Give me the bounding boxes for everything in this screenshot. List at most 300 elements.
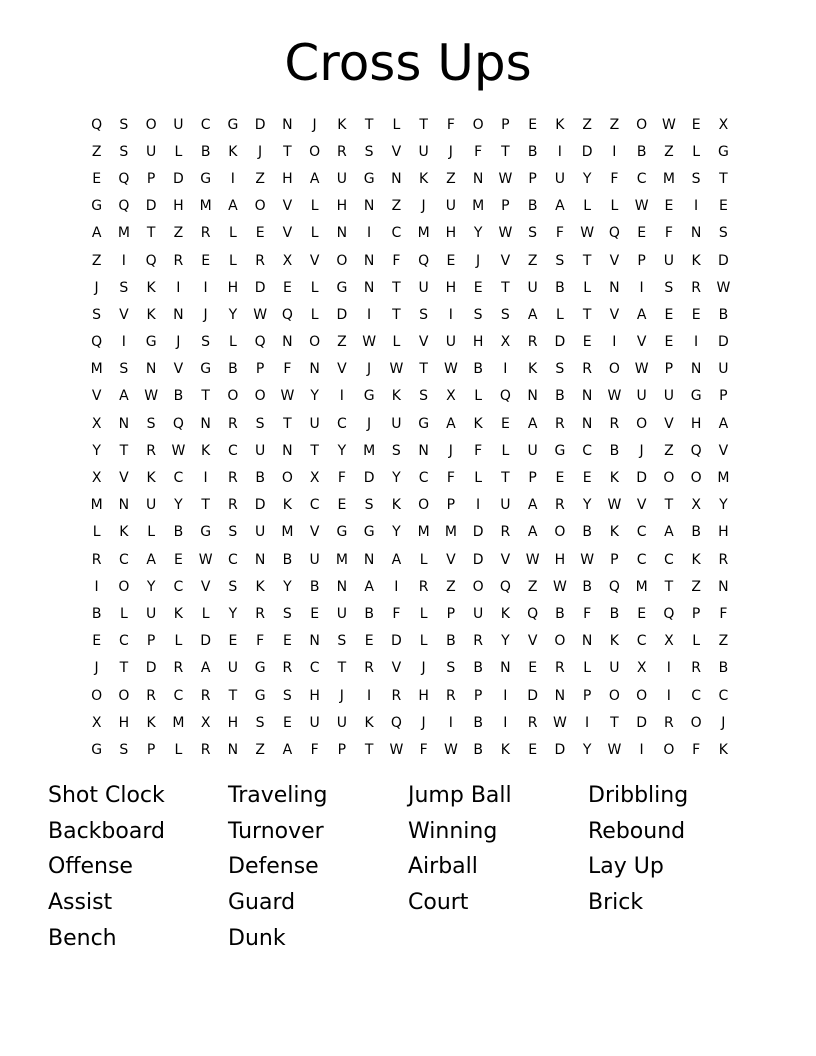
grid-letter: L bbox=[392, 334, 401, 351]
grid-letter: W bbox=[716, 279, 731, 296]
grid-letter: R bbox=[527, 334, 538, 351]
grid-letter: I bbox=[394, 578, 399, 595]
grid-letter: N bbox=[718, 578, 729, 595]
grid-letter: K bbox=[146, 279, 156, 296]
grid-letter: L bbox=[419, 605, 428, 622]
grid-letter: S bbox=[664, 279, 674, 296]
grid-letter: I bbox=[585, 714, 590, 731]
grid-letter: N bbox=[554, 687, 566, 704]
grid-letter: L bbox=[201, 605, 210, 622]
grid-letter: S bbox=[691, 170, 701, 187]
word-list-item: Winning bbox=[408, 818, 498, 844]
grid-letter: R bbox=[228, 470, 238, 487]
grid-letter: E bbox=[473, 279, 483, 296]
grid-letter: B bbox=[555, 605, 565, 622]
grid-letter: Y bbox=[337, 442, 347, 459]
grid-letter: B bbox=[309, 578, 320, 595]
grid-letter: A bbox=[527, 524, 538, 541]
grid-letter: R bbox=[555, 660, 565, 677]
word-list-item: Dunk bbox=[228, 925, 286, 951]
grid-letter: L bbox=[583, 279, 592, 296]
grid-letter: I bbox=[367, 225, 372, 242]
grid-letter: V bbox=[391, 660, 402, 677]
grid-letter: E bbox=[173, 551, 183, 568]
grid-letter: W bbox=[198, 551, 213, 568]
grid-row bbox=[83, 492, 737, 519]
grid-letter: I bbox=[503, 687, 508, 704]
grid-letter: N bbox=[472, 170, 484, 187]
grid-letter: E bbox=[582, 334, 592, 351]
grid-letter: W bbox=[580, 551, 595, 568]
grid-letter: Z bbox=[337, 334, 347, 351]
grid-letter: I bbox=[694, 334, 699, 351]
grid-letter: C bbox=[636, 633, 647, 650]
grid-letter: B bbox=[473, 741, 483, 758]
grid-row bbox=[83, 437, 737, 464]
grid-letter: H bbox=[227, 279, 239, 296]
grid-letter: S bbox=[92, 306, 102, 323]
grid-letter: E bbox=[255, 225, 265, 242]
grid-letter: S bbox=[500, 306, 510, 323]
grid-letter: J bbox=[421, 660, 426, 677]
grid-letter: K bbox=[691, 551, 701, 568]
grid-letter: S bbox=[446, 660, 456, 677]
grid-letter: N bbox=[391, 170, 402, 187]
grid-letter: Z bbox=[91, 252, 102, 269]
grid-letter: C bbox=[227, 442, 238, 459]
grid-letter: M bbox=[172, 714, 185, 731]
grid-letter: M bbox=[90, 361, 103, 378]
grid-letter: P bbox=[501, 198, 510, 215]
grid-letter: O bbox=[254, 388, 266, 405]
grid-letter: V bbox=[282, 225, 293, 242]
grid-letter: W bbox=[634, 361, 649, 378]
grid-letter: B bbox=[527, 198, 538, 215]
grid-letter: N bbox=[581, 415, 593, 432]
grid-letter: J bbox=[258, 143, 263, 160]
grid-letter: L bbox=[228, 252, 237, 269]
grid-letter: R bbox=[555, 415, 565, 432]
grid-letter: E bbox=[691, 116, 701, 133]
grid-letter: N bbox=[690, 361, 702, 378]
grid-letter: L bbox=[474, 470, 483, 487]
grid-letter: S bbox=[146, 415, 156, 432]
grid-letter: E bbox=[582, 470, 592, 487]
grid-letter: H bbox=[173, 198, 184, 215]
grid-letter: N bbox=[227, 741, 239, 758]
grid-letter: C bbox=[200, 116, 211, 133]
grid-letter: W bbox=[389, 741, 404, 758]
grid-letter: T bbox=[119, 442, 129, 459]
grid-letter: Z bbox=[664, 442, 674, 459]
grid-letter: U bbox=[636, 388, 647, 405]
grid-letter: J bbox=[176, 334, 181, 351]
grid-letter: I bbox=[666, 660, 671, 677]
grid-letter: C bbox=[663, 551, 674, 568]
grid-letter: Y bbox=[228, 306, 238, 323]
grid-letter: D bbox=[200, 633, 212, 650]
grid-letter: X bbox=[664, 633, 674, 650]
grid-letter: P bbox=[446, 605, 456, 622]
grid-letter: I bbox=[230, 170, 235, 187]
grid-letter: P bbox=[582, 687, 592, 704]
grid-letter: B bbox=[255, 470, 265, 487]
grid-letter: A bbox=[527, 306, 538, 323]
grid-letter: I bbox=[694, 198, 699, 215]
word-list-item: Backboard bbox=[48, 818, 165, 844]
grid-row bbox=[83, 709, 737, 736]
grid-letter: S bbox=[364, 143, 374, 160]
grid-letter: L bbox=[692, 633, 701, 650]
grid-letter: O bbox=[254, 198, 266, 215]
grid-letter: R bbox=[391, 687, 402, 704]
grid-letter: V bbox=[309, 524, 320, 541]
grid-letter: I bbox=[448, 714, 453, 731]
grid-letter: P bbox=[337, 741, 347, 758]
grid-letter: J bbox=[312, 116, 317, 133]
grid-letter: J bbox=[476, 252, 481, 269]
grid-letter: U bbox=[255, 442, 266, 459]
grid-letter: V bbox=[337, 361, 347, 378]
grid-letter: W bbox=[607, 741, 622, 758]
grid-letter: K bbox=[391, 497, 401, 514]
grid-letter: N bbox=[500, 660, 511, 677]
grid-letter: Y bbox=[582, 170, 592, 187]
word-list-item: Airball bbox=[408, 854, 478, 880]
grid-letter: A bbox=[527, 497, 538, 514]
grid-letter: Q bbox=[608, 578, 620, 595]
grid-letter: C bbox=[636, 551, 647, 568]
grid-letter: T bbox=[310, 442, 319, 459]
grid-letter: X bbox=[691, 497, 701, 514]
grid-letter: D bbox=[254, 497, 266, 514]
grid-letter: K bbox=[555, 116, 565, 133]
grid-letter: F bbox=[419, 741, 428, 758]
grid-letter: T bbox=[119, 660, 129, 677]
grid-letter: B bbox=[582, 578, 592, 595]
grid-letter: V bbox=[119, 470, 129, 487]
grid-letter: R bbox=[228, 497, 238, 514]
grid-letter: S bbox=[473, 306, 483, 323]
grid-letter: Z bbox=[446, 170, 456, 187]
grid-letter: Z bbox=[718, 633, 729, 650]
grid-letter: B bbox=[636, 143, 647, 160]
grid-letter: N bbox=[282, 116, 293, 133]
grid-letter: M bbox=[90, 497, 103, 514]
grid-row bbox=[83, 736, 737, 763]
grid-letter: J bbox=[94, 660, 99, 677]
grid-letter: F bbox=[392, 252, 401, 269]
grid-letter: D bbox=[472, 551, 484, 568]
grid-letter: N bbox=[282, 442, 293, 459]
grid-letter: U bbox=[309, 415, 320, 432]
grid-letter: Y bbox=[228, 605, 238, 622]
grid-letter: S bbox=[555, 252, 565, 269]
grid-letter: Z bbox=[527, 578, 538, 595]
grid-letter: E bbox=[337, 497, 347, 514]
grid-letter: E bbox=[310, 605, 320, 622]
grid-letter: C bbox=[173, 578, 184, 595]
grid-letter: E bbox=[528, 741, 538, 758]
grid-letter: L bbox=[610, 198, 619, 215]
grid-letter: D bbox=[636, 470, 648, 487]
grid-letter: E bbox=[500, 415, 510, 432]
grid-letter: N bbox=[527, 388, 538, 405]
grid-letter: V bbox=[200, 578, 211, 595]
grid-letter: E bbox=[528, 660, 538, 677]
grid-letter: B bbox=[555, 388, 565, 405]
grid-row bbox=[83, 410, 737, 437]
grid-letter: H bbox=[472, 334, 484, 351]
grid-row bbox=[83, 111, 737, 138]
grid-letter: J bbox=[448, 143, 453, 160]
grid-letter: Y bbox=[473, 225, 483, 242]
grid-letter: G bbox=[200, 361, 212, 378]
grid-letter: Z bbox=[173, 225, 184, 242]
grid-letter: W bbox=[144, 388, 159, 405]
grid-letter: G bbox=[690, 388, 702, 405]
grid-letter: I bbox=[503, 714, 508, 731]
grid-letter: Q bbox=[118, 170, 130, 187]
grid-letter: O bbox=[227, 388, 239, 405]
grid-letter: N bbox=[336, 225, 348, 242]
grid-letter: J bbox=[203, 306, 208, 323]
grid-letter: S bbox=[337, 633, 347, 650]
grid-letter: E bbox=[201, 252, 211, 269]
grid-letter: R bbox=[691, 279, 701, 296]
grid-letter: O bbox=[309, 143, 321, 160]
grid-letter: E bbox=[637, 605, 647, 622]
grid-letter: S bbox=[228, 524, 238, 541]
grid-letter: M bbox=[281, 524, 294, 541]
grid-letter: F bbox=[692, 741, 701, 758]
grid-letter: C bbox=[691, 687, 702, 704]
grid-letter: G bbox=[554, 442, 566, 459]
grid-letter: P bbox=[637, 252, 646, 269]
grid-letter: D bbox=[390, 633, 402, 650]
grid-letter: Y bbox=[283, 578, 292, 595]
grid-letter: X bbox=[636, 660, 647, 677]
grid-letter: A bbox=[527, 415, 538, 432]
grid-letter: N bbox=[690, 225, 702, 242]
grid-letter: U bbox=[146, 605, 157, 622]
grid-letter: W bbox=[552, 714, 567, 731]
grid-letter: G bbox=[363, 524, 375, 541]
grid-letter: N bbox=[363, 198, 375, 215]
grid-letter: K bbox=[146, 714, 156, 731]
grid-letter: C bbox=[173, 470, 184, 487]
grid-letter: M bbox=[417, 225, 430, 242]
grid-letter: C bbox=[718, 687, 729, 704]
grid-letter: F bbox=[474, 143, 483, 160]
grid-row bbox=[83, 247, 737, 274]
grid-letter: L bbox=[392, 116, 401, 133]
grid-letter: E bbox=[528, 116, 538, 133]
grid-letter: B bbox=[582, 524, 592, 541]
grid-letter: I bbox=[612, 143, 617, 160]
grid-letter: D bbox=[145, 660, 157, 677]
grid-letter: W bbox=[525, 551, 540, 568]
grid-letter: F bbox=[719, 605, 728, 622]
grid-letter: Z bbox=[582, 116, 592, 133]
grid-letter: T bbox=[283, 143, 292, 160]
grid-letter: Q bbox=[91, 116, 103, 133]
grid-letter: Q bbox=[499, 388, 511, 405]
grid-letter: I bbox=[94, 578, 99, 595]
grid-letter: U bbox=[336, 605, 347, 622]
grid-letter: B bbox=[555, 279, 565, 296]
grid-letter: G bbox=[418, 415, 430, 432]
grid-letter: B bbox=[91, 605, 102, 622]
grid-letter: W bbox=[253, 306, 268, 323]
grid-letter: D bbox=[472, 524, 484, 541]
grid-letter: U bbox=[473, 605, 484, 622]
grid-row bbox=[83, 682, 737, 709]
grid-row bbox=[83, 600, 737, 627]
grid-letter: L bbox=[310, 279, 319, 296]
grid-letter: N bbox=[282, 334, 293, 351]
grid-letter: V bbox=[119, 306, 129, 323]
word-list-item: Guard bbox=[228, 890, 296, 916]
grid-letter: S bbox=[528, 225, 538, 242]
grid-letter: Z bbox=[91, 143, 102, 160]
grid-letter: R bbox=[364, 660, 374, 677]
grid-letter: L bbox=[501, 442, 510, 459]
grid-letter: U bbox=[718, 361, 729, 378]
grid-letter: X bbox=[91, 415, 102, 432]
grid-letter: N bbox=[118, 497, 130, 514]
grid-letter: U bbox=[146, 497, 157, 514]
grid-letter: R bbox=[664, 714, 674, 731]
grid-letter: O bbox=[91, 687, 103, 704]
grid-letter: E bbox=[555, 470, 565, 487]
grid-letter: N bbox=[145, 361, 157, 378]
grid-letter: S bbox=[119, 143, 129, 160]
grid-letter: R bbox=[255, 605, 265, 622]
grid-letter: V bbox=[609, 306, 620, 323]
grid-letter: N bbox=[581, 388, 593, 405]
grid-letter: Y bbox=[582, 741, 592, 758]
grid-letter: T bbox=[146, 225, 156, 242]
grid-letter: C bbox=[636, 524, 647, 541]
grid-letter: A bbox=[309, 170, 320, 187]
grid-letter: K bbox=[419, 170, 429, 187]
word-list-item: Lay Up bbox=[588, 854, 664, 880]
grid-letter: Y bbox=[310, 388, 319, 405]
grid-letter: U bbox=[418, 143, 429, 160]
grid-letter: H bbox=[690, 415, 702, 432]
grid-letter: D bbox=[336, 306, 348, 323]
grid-letter: Z bbox=[391, 198, 402, 215]
grid-row bbox=[83, 193, 737, 220]
grid-letter: B bbox=[282, 551, 293, 568]
grid-letter: G bbox=[200, 170, 212, 187]
grid-letter: W bbox=[171, 442, 186, 459]
grid-letter: O bbox=[118, 578, 130, 595]
grid-row bbox=[83, 655, 737, 682]
grid-letter: X bbox=[200, 714, 211, 731]
grid-letter: K bbox=[255, 578, 265, 595]
grid-letter: G bbox=[336, 524, 348, 541]
grid-letter: V bbox=[173, 361, 184, 378]
grid-letter: V bbox=[282, 198, 293, 215]
grid-letter: M bbox=[335, 551, 348, 568]
grid-letter: N bbox=[581, 633, 593, 650]
grid-letter: L bbox=[583, 660, 592, 677]
grid-letter: F bbox=[256, 633, 265, 650]
grid-letter: S bbox=[718, 225, 728, 242]
grid-letter: E bbox=[228, 633, 238, 650]
grid-letter: O bbox=[663, 741, 675, 758]
grid-letter: I bbox=[203, 470, 208, 487]
grid-letter: B bbox=[228, 361, 238, 378]
grid-letter: C bbox=[227, 551, 238, 568]
grid-letter: G bbox=[717, 143, 729, 160]
grid-letter: R bbox=[555, 497, 565, 514]
grid-letter: R bbox=[146, 687, 156, 704]
grid-letter: R bbox=[527, 714, 538, 731]
grid-letter: L bbox=[310, 225, 319, 242]
grid-letter: Q bbox=[390, 714, 402, 731]
grid-letter: T bbox=[364, 741, 374, 758]
grid-letter: S bbox=[555, 361, 565, 378]
grid-letter: B bbox=[718, 660, 729, 677]
grid-letter: V bbox=[309, 252, 320, 269]
grid-letter: U bbox=[527, 442, 538, 459]
grid-letter: T bbox=[501, 143, 510, 160]
grid-letter: B bbox=[609, 442, 620, 459]
grid-letter: Q bbox=[172, 415, 184, 432]
grid-letter: N bbox=[363, 279, 375, 296]
grid-letter: L bbox=[228, 225, 237, 242]
grid-letter: K bbox=[228, 143, 238, 160]
grid-letter: V bbox=[636, 334, 647, 351]
grid-letter: B bbox=[718, 306, 729, 323]
grid-letter: A bbox=[91, 225, 102, 242]
grid-letter: Q bbox=[663, 605, 675, 622]
grid-letter: Q bbox=[527, 605, 539, 622]
grid-letter: E bbox=[664, 306, 674, 323]
grid-letter: T bbox=[582, 306, 592, 323]
grid-letter: H bbox=[282, 170, 293, 187]
grid-letter: W bbox=[607, 497, 622, 514]
grid-letter: U bbox=[500, 497, 511, 514]
word-list-item: Assist bbox=[48, 890, 113, 916]
grid-letter: Y bbox=[501, 633, 510, 650]
grid-letter: T bbox=[610, 714, 619, 731]
grid-letter: K bbox=[119, 524, 129, 541]
grid-letter: R bbox=[582, 361, 592, 378]
grid-letter: V bbox=[391, 143, 402, 160]
grid-letter: N bbox=[309, 633, 320, 650]
grid-letter: G bbox=[336, 279, 348, 296]
grid-letter: P bbox=[664, 361, 674, 378]
grid-letter: K bbox=[691, 252, 701, 269]
grid-letter: D bbox=[172, 170, 184, 187]
word-list-item: Turnover bbox=[228, 818, 324, 844]
grid-letter: M bbox=[444, 524, 457, 541]
grid-letter: U bbox=[309, 551, 320, 568]
grid-letter: D bbox=[636, 714, 648, 731]
grid-letter: U bbox=[146, 143, 157, 160]
grid-letter: F bbox=[337, 470, 346, 487]
grid-letter: G bbox=[254, 660, 266, 677]
grid-letter: Y bbox=[392, 470, 401, 487]
word-list-item: Bench bbox=[48, 925, 117, 951]
grid-letter: X bbox=[91, 470, 102, 487]
grid-letter: S bbox=[364, 497, 374, 514]
grid-letter: O bbox=[118, 687, 130, 704]
